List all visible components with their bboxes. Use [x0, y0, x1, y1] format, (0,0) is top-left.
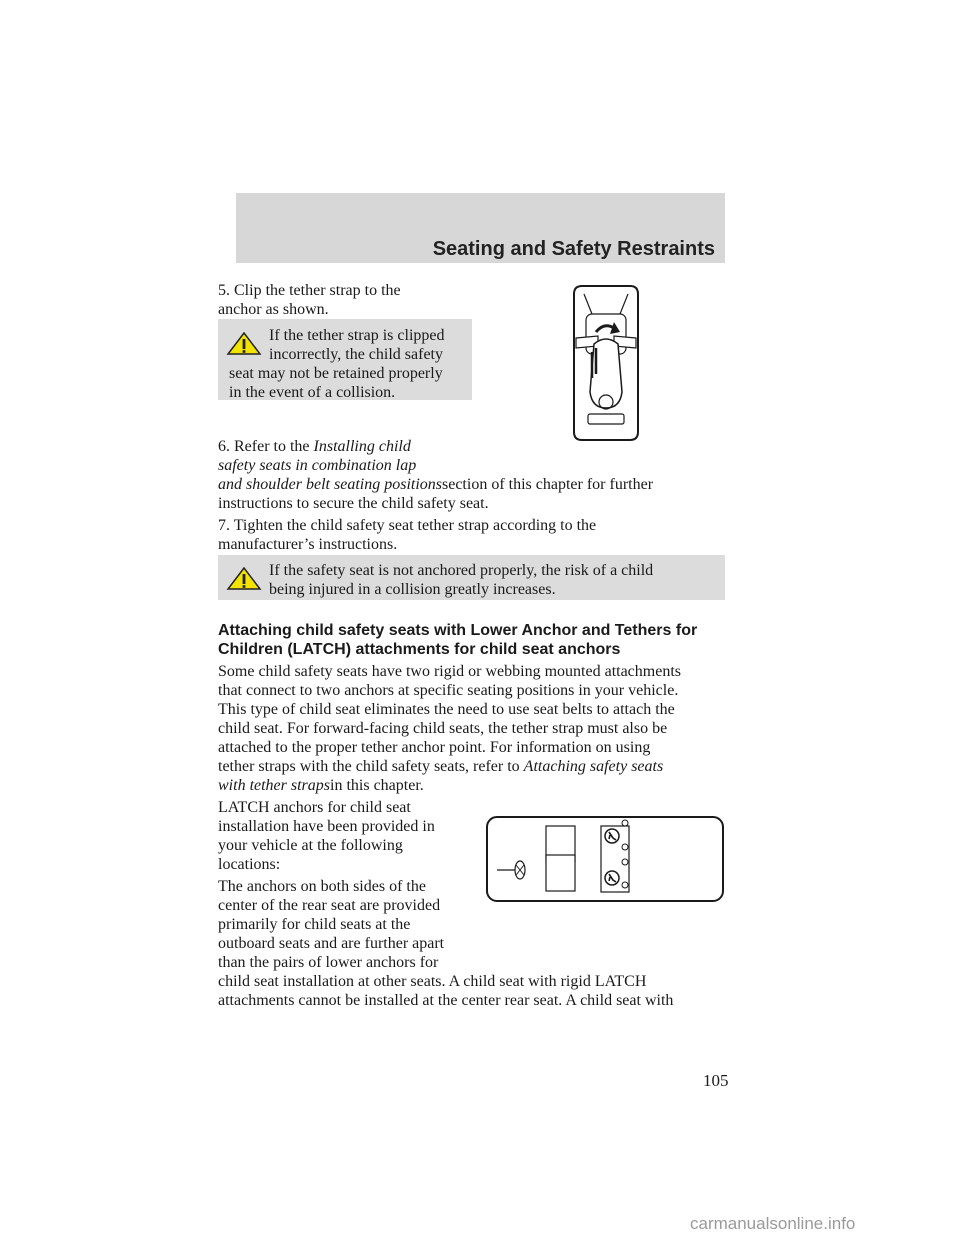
para1-ref-italic-1: Attaching safety seats — [523, 758, 664, 775]
warning1-line2: incorrectly, the child safety — [269, 346, 443, 363]
para3-line4: outboard seats and are further apart — [218, 935, 445, 952]
page-number: 105 — [703, 1071, 729, 1090]
warning1-line3: seat may not be retained properly — [229, 365, 443, 382]
warning-triangle-icon — [226, 567, 262, 591]
step6-line1 — [218, 437, 411, 456]
step5-line1: 5. Clip the tether strap to the — [218, 282, 401, 299]
section-header-band — [236, 193, 725, 263]
para1-line7 — [218, 776, 424, 795]
para1-line3: This type of child seat eliminates the need to use seat belts to attach the — [218, 701, 675, 718]
para3-line7: attachments cannot be installed at the center rear seat. A child seat with — [218, 992, 674, 1009]
step6-ref-italic-3: and shoulder belt seating positions — [218, 476, 442, 493]
para2-line1: LATCH anchors for child seat — [218, 799, 411, 816]
para3-line3: primarily for child seats at the — [218, 916, 411, 933]
warning1-line4: in the event of a collision. — [229, 384, 396, 401]
step6-line2 — [218, 456, 416, 475]
warning2-line1: If the safety seat is not anchored properly, the risk of a child — [269, 562, 654, 579]
para1-line1: Some child safety seats have two rigid or webbing mounted attachments — [218, 663, 681, 680]
latch-anchor-location-diagram — [485, 815, 725, 905]
warning1-line1: If the tether strap is clipped — [269, 327, 445, 344]
step6-line4: instructions to secure the child safety seat. — [218, 495, 489, 512]
step6-prefix: 6. Refer to the — [218, 438, 314, 455]
latch-heading-line1: Attaching child safety seats with Lower Anchor and Tethers for — [218, 622, 698, 639]
para1-line5: attached to the proper tether anchor point. For information on using — [218, 739, 651, 756]
para3-line2: center of the rear seat are provided — [218, 897, 441, 914]
step6-ref-italic-1: Installing child — [313, 438, 411, 455]
para3-line5: than the pairs of lower anchors for — [218, 954, 439, 971]
step6-line3 — [218, 475, 653, 494]
warning-triangle-icon — [226, 332, 262, 356]
para1-line6 — [218, 757, 663, 776]
para1-line4: child seat. For forward-facing child seats, the tether strap must also be — [218, 720, 668, 737]
para1-line2: that connect to two anchors at specific seating positions in your vehicle. — [218, 682, 679, 699]
para2-line4: locations: — [218, 856, 281, 873]
warning2-line2: being injured in a collision greatly increases. — [269, 581, 556, 598]
step7-line2: manufacturer’s instructions. — [218, 536, 398, 553]
para3-line1: The anchors on both sides of the — [218, 878, 426, 895]
step6-ref-italic-2: safety seats in combination lap — [218, 457, 417, 474]
para2-line2: installation have been provided in — [218, 818, 435, 835]
para3-line6: child seat installation at other seats. A child seat with rigid LATCH — [218, 973, 647, 990]
para1-line6-text: tether straps with the child safety seats, refer to — [218, 758, 524, 775]
step7-line1: 7. Tighten the child safety seat tether strap according to the — [218, 517, 597, 534]
para1-ref-italic-2: with tether straps — [218, 777, 331, 794]
step6-suffix: section of this chapter for further — [442, 476, 654, 493]
step5-line2: anchor as shown. — [218, 301, 329, 318]
para2-line3: your vehicle at the following — [218, 837, 403, 854]
tether-anchor-illustration — [568, 282, 644, 442]
section-title: Seating and Safety Restraints — [432, 238, 715, 260]
latch-heading-line2: Children (LATCH) attachments for child seat anchors — [218, 641, 621, 658]
para1-line7-text: in this chapter. — [330, 777, 424, 794]
watermark: carmanualsonline.info — [690, 1214, 856, 1233]
